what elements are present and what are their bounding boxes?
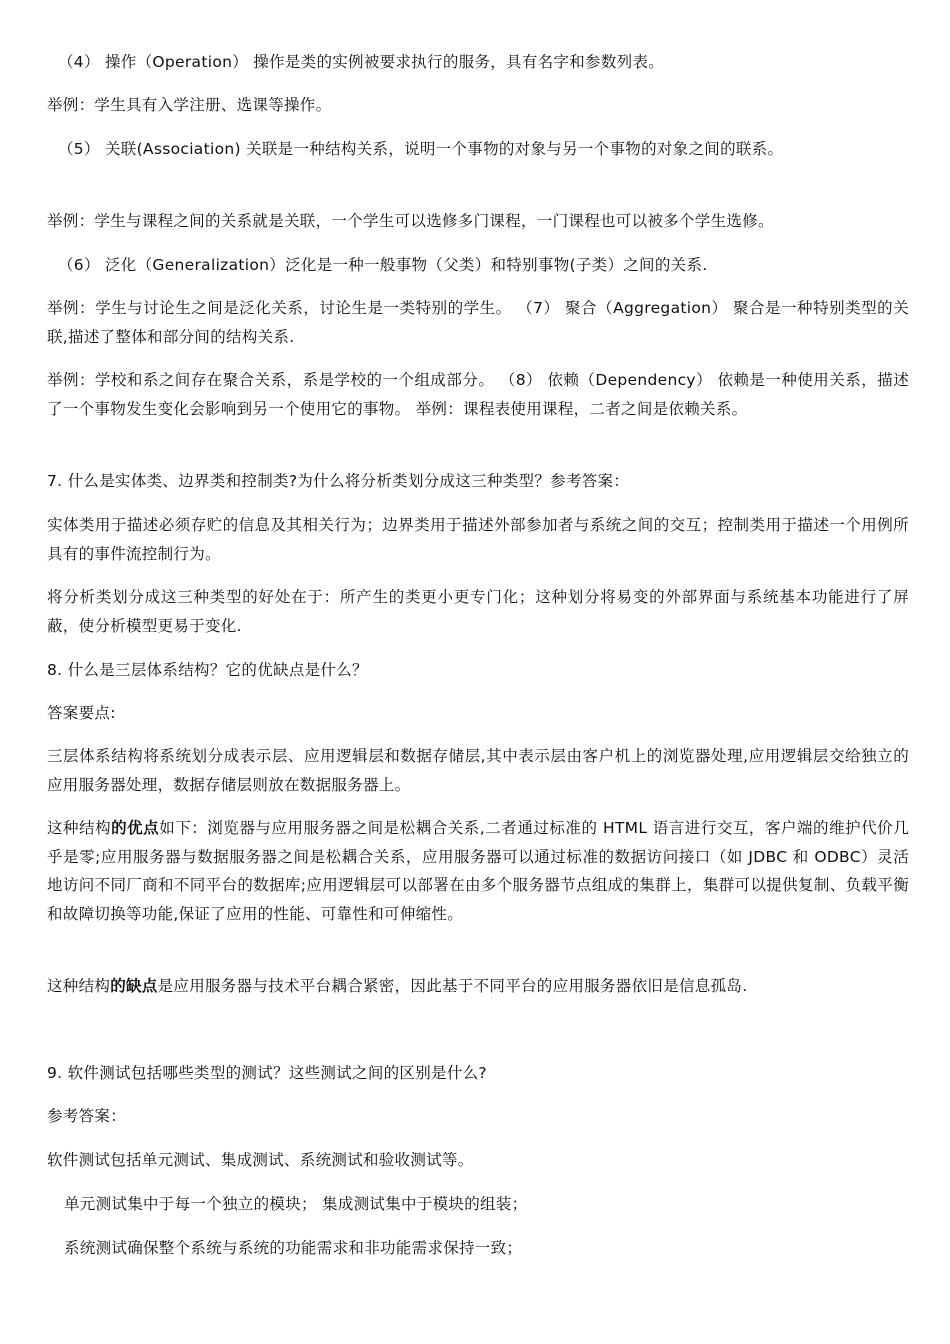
- answer-7-benefits: 将分析类划分成这三种类型的好处在于：所产生的类更小更专门化；这种划分将易变的外部界面与系统基本功能进行了屏蔽，使分析模型更易于变化.: [47, 588, 909, 635]
- answer-9-unit-integration: 单元测试集中于每一个独立的模块； 集成测试集中于模块的组装；: [64, 1195, 528, 1213]
- example-association: 举例：学生与课程之间的关系就是关联，一个学生可以选修多门课程，一门课程也可以被多个学生选修。: [47, 212, 774, 230]
- answer-8-label: 答案要点:: [47, 704, 116, 722]
- answer-8-disadvantages: [47, 972, 909, 1000]
- question-8: 8. 什么是三层体系结构？它的优缺点是什么？: [47, 661, 368, 679]
- answer-9-label: 参考答案：: [47, 1107, 127, 1125]
- answer-8-description: 三层体系结构将系统划分成表示层、应用逻辑层和数据存储层,其中表示层由客户机上的浏览器处理,应用逻辑层交给独立的应用服务器处理，数据存储层则放在数据服务器上。: [47, 747, 909, 794]
- item-generalization: （6） 泛化（Generalization）泛化是一种一般事物（父类）和特别事物(子类）之间的关系.: [58, 256, 708, 274]
- answer-9-types: 软件测试包括单元测试、集成测试、系统测试和验收测试等。: [47, 1151, 474, 1169]
- example-operation: 举例：学生具有入学注册、选课等操作。: [47, 96, 332, 114]
- disadvantages-body: 是应用服务器与技术平台耦合紧密，因此基于不同平台的应用服务器依旧是信息孤岛.: [157, 977, 748, 995]
- advantages-bold: 的优点: [111, 819, 160, 837]
- advantages-prefix: 这种结构: [47, 819, 112, 837]
- paragraph-generalization-aggregation: 举例：学生与讨论生之间是泛化关系，讨论生是一类特别的学生。 （7） 聚合（Aggregation） 聚合是一种特别类型的关联,描述了整体和部分间的结构关系.: [47, 299, 909, 346]
- question-7: 7. 什么是实体类、边界类和控制类?为什么将分析类划分成这三种类型？参考答案：: [47, 472, 630, 490]
- item-association: （5） 关联(Association) 关联是一种结构关系，说明一个事物的对象与另一个事物的对象之间的联系。: [58, 140, 784, 158]
- question-9: 9. 软件测试包括哪些类型的测试？这些测试之间的区别是什么?: [47, 1064, 487, 1082]
- item-operation: （4） 操作（Operation） 操作是类的实例被要求执行的服务，具有名字和参数列表。: [58, 53, 665, 71]
- advantages-body: 如下：浏览器与应用服务器之间是松耦合关系,二者通过标准的 HTML 语言进行交互，客户端的维护代价几乎是零;应用服务器与数据服务器之间是松耦合关系，应用服务器可以通过标准的数据访问接口（如 JDBC 和 ODBC）灵活地访问不同厂商和不同平台的数据库;应用逻辑层可以部署在由多个服务器节点组成的集群上，集群可以提供复制、负载平衡和故障切换等功能,保证了应用的性能、可靠性和可伸缩性。: [47, 819, 909, 923]
- answer-7-definitions: 实体类用于描述必须存贮的信息及其相关行为；边界类用于描述外部参加者与系统之间的交互；控制类用于描述一个用例所具有的事件流控制行为。: [47, 516, 909, 563]
- paragraph-aggregation-dependency: 举例：学校和系之间存在聚合关系，系是学校的一个组成部分。 （8） 依赖（Dependency） 依赖是一种使用关系，描述了一个事物发生变化会影响到另一个使用它的事物。 举例：课程表使用课程，二者之间是依赖关系。: [47, 371, 909, 418]
- answer-8-advantages: [47, 814, 909, 928]
- disadvantages-bold: 的缺点: [110, 977, 158, 995]
- answer-9-system: 系统测试确保整个系统与系统的功能需求和非功能需求保持一致；: [64, 1239, 523, 1257]
- disadvantages-prefix: 这种结构: [47, 977, 111, 995]
